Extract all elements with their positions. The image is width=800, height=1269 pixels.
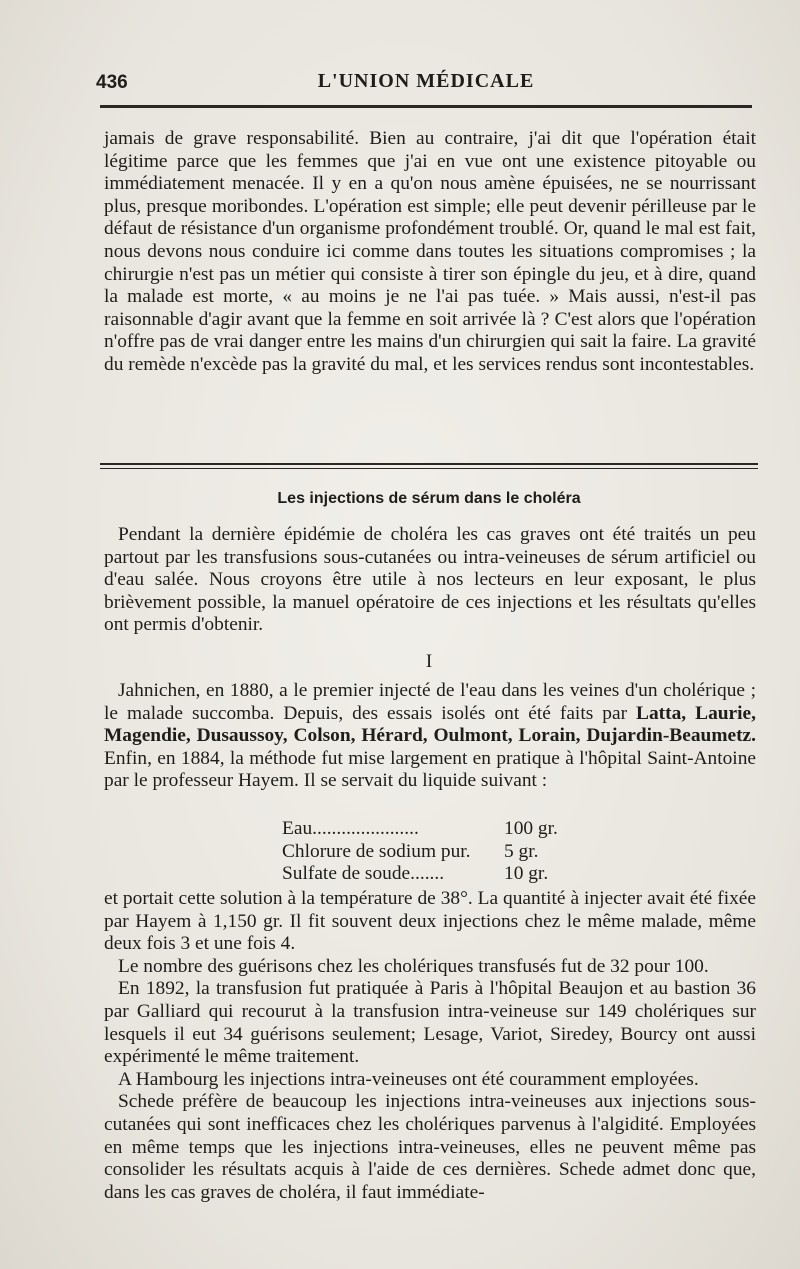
formula-table (282, 818, 602, 886)
formula-ingredient: Sulfate de soude....... (282, 863, 445, 885)
formula-ingredient: Chlorure de sodium pur. (282, 840, 471, 862)
paragraph-3: Le nombre des guérisons chez les cholériques transfusés fut de 32 pour 100. (118, 955, 709, 977)
formula-row (282, 863, 602, 886)
paragraph-6: Schede préfère de beaucoup les injections intra-veineuses aux injections sous-cutanées qui sont inefficaces chez les cholériques parvenus à l'algidité. Employées en même temps que les injections intra-veineuses, elles ne peuvent même pas consolider les résultats acquis à l'aide de ces dernières. Schede admet donc que, dans les cas graves de choléra, il faut immédiate- (104, 1091, 756, 1203)
header-rule (100, 105, 752, 108)
formula-row (282, 818, 602, 841)
formula-quantity: 10 gr. (504, 863, 549, 885)
p1-end: Enfin, en 1884, la méthode fut mise largement en pratique à l'hôpital Saint-Antoine par le professeur Hayem. Il se servait du liquide suivant : (104, 747, 756, 792)
part-numeral: I (425, 651, 433, 672)
p1-start: Jahnichen, en 1880, a le premier injecté de l'eau dans les veines d'un cholérique ; le malade succomba. Depuis, des essais isolés ont été faits par (104, 680, 756, 724)
formula-quantity: 100 gr. (504, 818, 558, 839)
lead-text: Pendant la dernière épidémie de choléra les cas graves ont été traités un peu partout par les transfusions sous-cutanées ou intra-veineuses de sérum artificiel ou d'eau salée. Nous croyons être utile à nos lecteurs en leur exposant, le plus brièvement possible, la manuel opératoire de ces injections et les résultats qu'elles ont permis d'obtenir. (104, 524, 756, 636)
formula-row (282, 841, 602, 864)
paragraph-5: A Hambourg les injections intra-veineuses ont été couramment employées. (118, 1068, 699, 1090)
page-number: 436 (96, 72, 128, 93)
running-head: L'UNION MÉDICALE (317, 70, 535, 92)
section-title: Les injections de sérum dans le choléra (277, 490, 581, 507)
part1-paragraph-1 (104, 680, 756, 793)
section-lead (104, 524, 756, 637)
formula-quantity: 5 gr. (504, 840, 539, 862)
part1-body (104, 888, 756, 1204)
section-divider (100, 463, 758, 469)
paragraph-2: et portait cette solution à la température de 38°. La quantité à injecter avait été fixée par Hayem à 1,150 gr. Il fit souvent deux injections chez le même malade, même deux fois 3 et une fois 4. (104, 888, 756, 955)
formula-ingredient: Eau...................... (282, 818, 419, 839)
intro-paragraph (104, 128, 756, 377)
paragraph-4: En 1892, la transfusion fut pratiquée à Paris à l'hôpital Beaujon et au bastion 36 par Galliard qui recourut à la transfusion intra-veineuse sur 149 cholériques sur lesquels il eut 34 guérisons seulement; Lesage, Variot, Siredey, Bourcy ont aussi expérimenté le même traitement. (104, 978, 756, 1068)
page-header (96, 70, 756, 100)
p1-names: Latta, Laurie, Magendie, Dusaussoy, Colson, Hérard, Oulmont, Lorain, Dujardin-Beaumetz. (104, 702, 757, 747)
intro-text: jamais de grave responsabilité. Bien au contraire, j'ai dit que l'opération était légitime parce que les femmes que j'ai en vue ont une existence pitoyable ou immédiatement menacée. Il y en a qu'on nous amène épuisées, ne se nourrissant plus, presque moribondes. L'opération est simple; elle peut devenir périlleuse par le défaut de résistance d'un organisme profondément troublé. Or, quand le mal est fait, nous devons nous conduire ici comme dans toutes les situations compromises ; la chirurgie n'est pas un métier qui consiste à tirer son épingle du jeu, et à dire, quand la malade est morte, « au moins je ne l'ai pas tuée. » Mais aussi, n'est-il pas raisonnable d'agir avant que la femme en soit arrivée là ? C'est alors que l'opération n'offre pas de vrai danger entre les mains d'un chirurgien qui sait la faire. La gravité du remède n'excède pas la gravité du mal, et les services rendus sont incontestables. (104, 128, 756, 375)
